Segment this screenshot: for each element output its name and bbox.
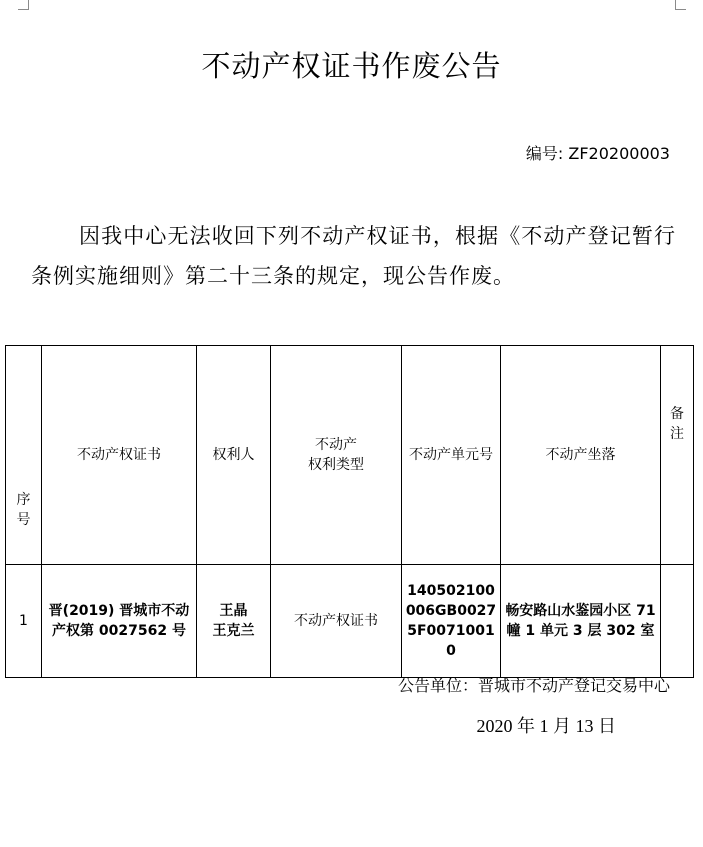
cell-cert: 晋(2019) 晋城市不动产权第 0027562 号 <box>42 565 197 678</box>
issue-date: 2020 年 1 月 13 日 <box>476 716 616 736</box>
page-title: 不动产权证书作废公告 <box>201 49 502 83</box>
header-location: 不动产坐落 <box>501 346 661 565</box>
owner-name-2: 王克兰 <box>212 623 255 639</box>
certificate-table <box>5 345 694 678</box>
header-cert: 不动产权证书 <box>42 346 197 565</box>
document-number: 编号: ZF20200003 <box>525 144 670 163</box>
table-header-row <box>6 346 694 565</box>
cell-location: 畅安路山水鉴园小区 71 幢 1 单元 3 层 302 室 <box>501 565 661 678</box>
issuing-unit: 公告单位：晋城市不动产登记交易中心 <box>397 676 670 695</box>
table-row <box>6 565 694 678</box>
page-corner-mark-left <box>18 0 29 10</box>
cell-remark <box>661 565 694 678</box>
header-unit-no: 不动产单元号 <box>402 346 501 565</box>
cell-right-type: 不动产权证书 <box>271 565 402 678</box>
cell-seq: 1 <box>6 565 42 678</box>
header-remark: 备注 <box>661 346 694 565</box>
header-right-type-line2: 权利类型 <box>308 457 364 473</box>
header-owner: 权利人 <box>197 346 271 565</box>
cell-owner <box>197 565 271 678</box>
header-seq: 序号 <box>6 346 42 565</box>
header-right-type-line1: 不动产 <box>315 437 357 453</box>
cell-unit-no: 140502100006GB00275F00710010 <box>402 565 501 678</box>
owner-name-1: 王晶 <box>219 603 248 619</box>
announcement-body: 因我中心无法收回下列不动产权证书，根据《不动产登记暂行条例实施细则》第二十三条的规定，现公告作废。 <box>31 224 676 288</box>
page-corner-mark-right <box>675 0 686 10</box>
header-right-type <box>271 346 402 565</box>
